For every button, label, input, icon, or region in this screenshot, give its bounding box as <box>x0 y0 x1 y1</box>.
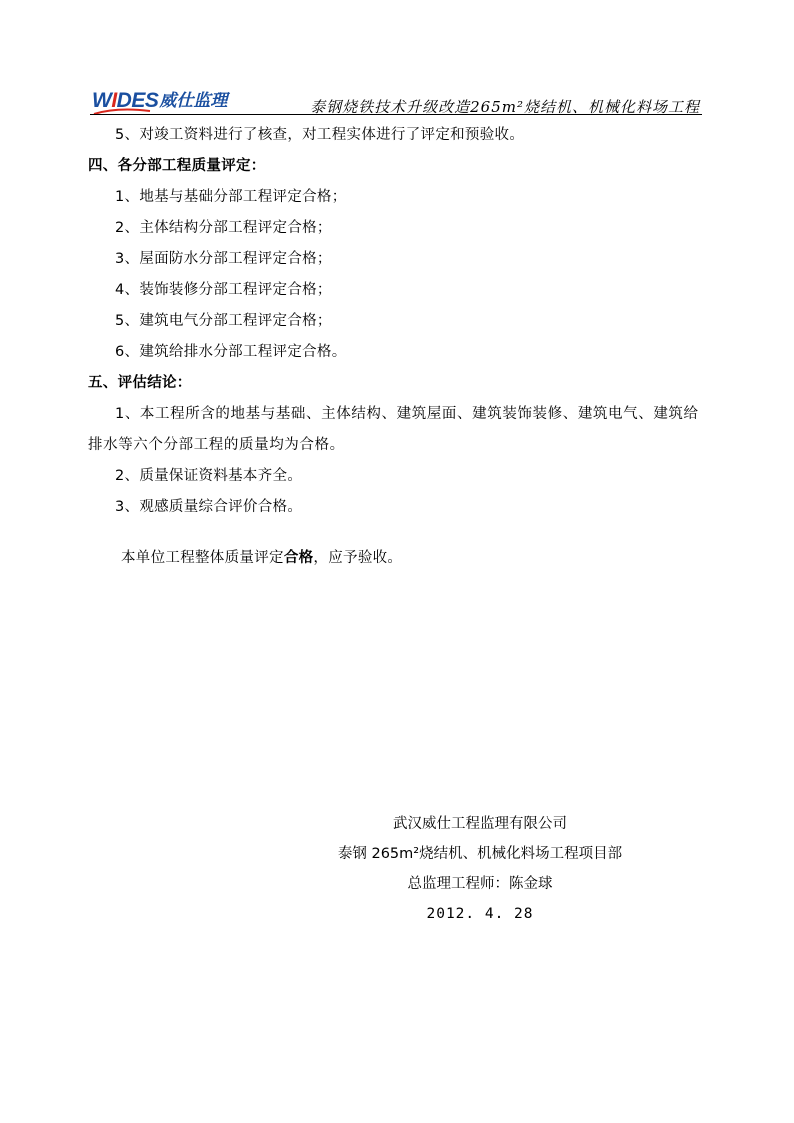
list-item: 1、本工程所含的地基与基础、主体结构、建筑屋面、建筑装饰装修、建筑电气、建筑给排水等六个分部工程的质量均为合格。 <box>88 406 699 453</box>
list-item: 2、质量保证资料基本齐全。 <box>115 468 303 484</box>
signature-company: 武汉威仕工程监理有限公司 <box>393 816 567 832</box>
conclusion-verdict: 合格 <box>283 550 314 566</box>
list-item: 1、地基与基础分部工程评定合格； <box>115 189 347 205</box>
list-item: 5、建筑电气分部工程评定合格； <box>115 313 332 329</box>
list-item: 6、建筑给排水分部工程评定合格。 <box>115 344 347 360</box>
signature-block <box>280 809 680 929</box>
header-project-title: 泰钢烧铁技术升级改造265m²烧结机、机械化料场工程 <box>310 98 700 116</box>
conclusion-tail: ，应予验收。 <box>313 550 403 566</box>
logo-letters-des: DES <box>116 89 159 112</box>
header-divider <box>90 114 702 115</box>
signature-date: 2012. 4. 28 <box>426 906 534 922</box>
document-body <box>88 120 708 574</box>
section-heading-5: 五、评估结论： <box>88 375 192 391</box>
signature-project-dept: 泰钢 265m²烧结机、机械化料场工程项目部 <box>337 846 623 862</box>
logo-chinese-name: 威仕监理 <box>159 91 228 111</box>
logo-letter-w: W <box>92 89 112 112</box>
list-item: 2、主体结构分部工程评定合格； <box>115 220 332 236</box>
page-header <box>90 82 702 118</box>
section-heading-4: 四、各分部工程质量评定： <box>88 158 266 174</box>
logo-letter-i: I <box>111 89 117 112</box>
list-item: 3、屋面防水分部工程评定合格； <box>115 251 332 267</box>
company-logo <box>92 86 227 112</box>
conclusion-text: 本单位工程整体质量评定 <box>121 550 284 566</box>
list-item: 3、观感质量综合评价合格。 <box>115 499 303 515</box>
list-item-5-completion-docs: 5、对竣工资料进行了核查，对工程实体进行了评定和预验收。 <box>115 127 525 143</box>
conclusion-statement <box>88 543 708 574</box>
signature-engineer: 总监理工程师：陈金球 <box>407 876 553 892</box>
list-item: 4、装饰装修分部工程评定合格； <box>115 282 332 298</box>
